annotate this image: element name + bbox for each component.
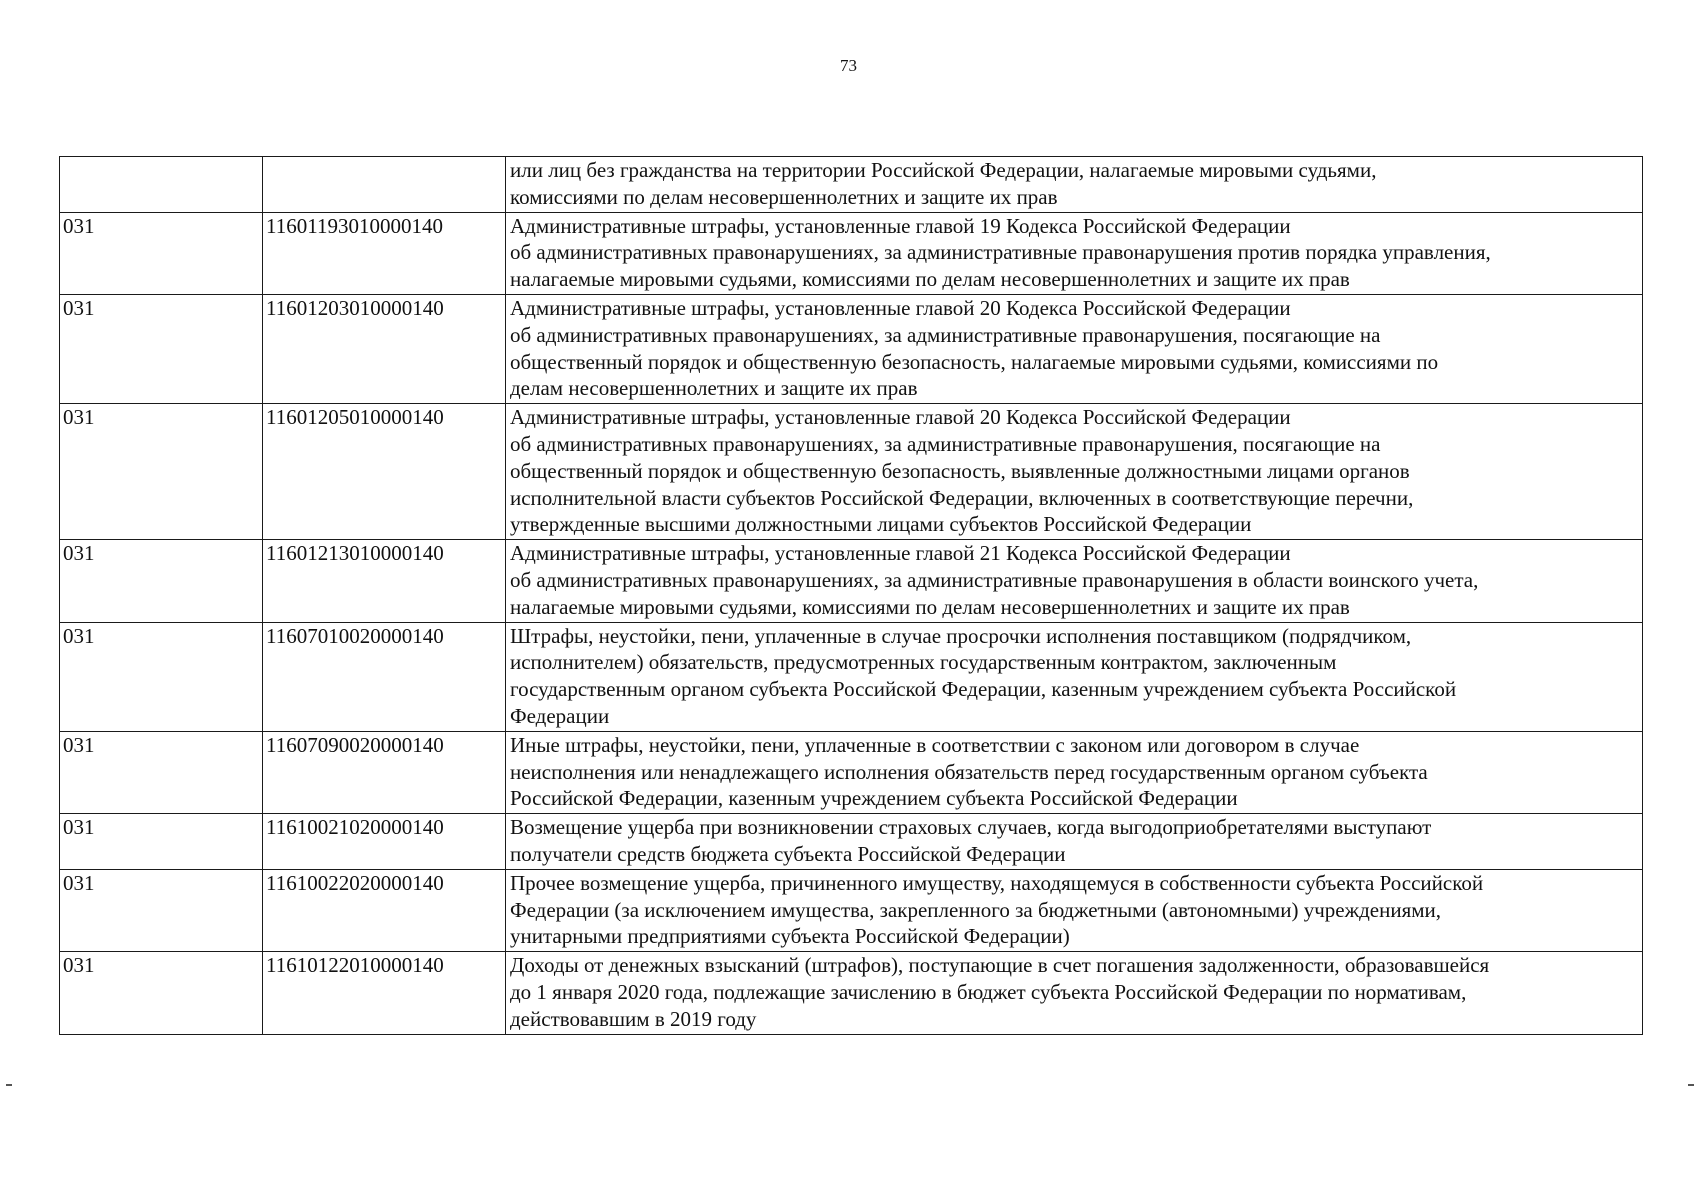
table-body — [60, 157, 1643, 1035]
budget-classification-code-cell: 11610021020000140 — [263, 814, 506, 870]
budget-classification-code-cell: 11607010020000140 — [263, 622, 506, 731]
description-line: Административные штрафы, установленные главой 21 Кодекса Российской Федерации — [510, 541, 1291, 566]
description-line: утвержденные высшими должностными лицами субъектов Российской Федерации — [510, 512, 1252, 537]
table-row — [60, 294, 1643, 403]
description-line: делам несовершеннолетних и защите их прав — [510, 376, 918, 401]
admin-code-cell: 031 — [60, 814, 263, 870]
page-number: 73 — [840, 56, 857, 75]
description-line: государственным органом субъекта Российской Федерации, казенным учреждением субъекта Российской — [510, 677, 1457, 702]
description-line: об административных правонарушениях, за административные правонарушения против порядка управления, — [510, 240, 1491, 265]
table-row — [60, 731, 1643, 813]
description-line: или лиц без гражданства на территории Российской Федерации, налагаемые мировыми судьями, — [510, 158, 1377, 182]
description-line: до 1 января 2020 года, подлежащие зачислению в бюджет субъекта Российской Федерации по нормативам, — [510, 979, 1467, 1004]
admin-code-cell: 031 — [60, 952, 263, 1034]
income-description-cell — [506, 814, 1643, 870]
admin-code-cell: 031 — [60, 540, 263, 622]
admin-code-cell: 031 — [60, 404, 263, 540]
table-row — [60, 814, 1643, 870]
income-description-cell — [506, 952, 1643, 1034]
budget-classification-code-cell: 11601203010000140 — [263, 294, 506, 403]
description-line: унитарными предприятиями субъекта Российской Федерации) — [510, 924, 1070, 949]
description-line: Иные штрафы, неустойки, пени, уплаченные в соответствии с законом или договором в случае — [510, 732, 1360, 757]
description-line: получатели средств бюджета субъекта Российской Федерации — [510, 841, 1066, 866]
description-line: Доходы от денежных взысканий (штрафов), поступающие в счет погашения задолженности, образовавшейся — [510, 953, 1490, 978]
description-line: Российской Федерации, казенным учреждением субъекта Российской Федерации — [510, 786, 1238, 811]
admin-code-cell — [60, 157, 263, 213]
income-description-cell — [506, 869, 1643, 951]
budget-code-table — [59, 156, 1643, 1035]
budget-classification-code-cell: 11610022020000140 — [263, 869, 506, 951]
admin-code-cell: 031 — [60, 622, 263, 731]
description-line: действовавшим в 2019 году — [510, 1006, 757, 1031]
admin-code-cell: 031 — [60, 212, 263, 294]
scan-edge-mark-right — [1688, 1084, 1694, 1086]
description-line: Возмещение ущерба при возникновении страховых случаев, когда выгодоприобретателями выступают — [510, 815, 1432, 840]
budget-classification-code-cell — [263, 157, 506, 213]
description-line: исполнительной власти субъектов Российской Федерации, включенных в соответствующие перечни, — [510, 485, 1414, 510]
description-line: Административные штрафы, установленные главой 19 Кодекса Российской Федерации — [510, 213, 1291, 238]
income-description-cell — [506, 294, 1643, 403]
description-line: Федерации (за исключением имущества, закрепленного за бюджетными (автономными) учреждениями, — [510, 897, 1442, 922]
table-row — [60, 157, 1643, 213]
table-row — [60, 540, 1643, 622]
budget-classification-code-cell: 11601193010000140 — [263, 212, 506, 294]
description-line: об административных правонарушениях, за административные правонарушения, посягающие на — [510, 322, 1381, 347]
description-line: Федерации — [510, 703, 610, 728]
table-row — [60, 952, 1643, 1034]
description-line: Штрафы, неустойки, пени, уплаченные в случае просрочки исполнения поставщиком (подрядчиком, — [510, 623, 1412, 648]
table-row — [60, 622, 1643, 731]
admin-code-cell: 031 — [60, 294, 263, 403]
description-line: комиссиями по делам несовершеннолетних и защите их прав — [510, 184, 1058, 209]
budget-classification-code-cell: 11610122010000140 — [263, 952, 506, 1034]
income-description-cell — [506, 404, 1643, 540]
admin-code-cell: 031 — [60, 869, 263, 951]
description-line: налагаемые мировыми судьями, комиссиями по делам несовершеннолетних и защите их прав — [510, 267, 1350, 292]
description-line: Административные штрафы, установленные главой 20 Кодекса Российской Федерации — [510, 295, 1291, 320]
budget-classification-code-cell: 11601213010000140 — [263, 540, 506, 622]
income-description-cell — [506, 622, 1643, 731]
table-row — [60, 869, 1643, 951]
description-line: исполнителем) обязательств, предусмотренных государственным контрактом, заключенным — [510, 650, 1337, 675]
description-line: Административные штрафы, установленные главой 20 Кодекса Российской Федерации — [510, 405, 1291, 430]
income-description-cell — [506, 212, 1643, 294]
description-line: об административных правонарушениях, за административные правонарушения в области воинского учета, — [510, 567, 1479, 592]
description-line: общественный порядок и общественную безопасность, выявленные должностными лицами органов — [510, 458, 1410, 483]
budget-classification-code-cell: 11607090020000140 — [263, 731, 506, 813]
description-line: общественный порядок и общественную безопасность, налагаемые мировыми судьями, комиссиями по — [510, 349, 1439, 374]
table-row — [60, 212, 1643, 294]
income-description-cell — [506, 731, 1643, 813]
description-line: неисполнения или ненадлежащего исполнения обязательств перед государственным органом субъекта — [510, 759, 1428, 784]
scan-edge-mark-left — [6, 1084, 12, 1086]
income-description-cell — [506, 157, 1643, 213]
description-line: об административных правонарушениях, за административные правонарушения, посягающие на — [510, 431, 1381, 456]
budget-classification-code-cell: 11601205010000140 — [263, 404, 506, 540]
income-description-cell — [506, 540, 1643, 622]
description-line: Прочее возмещение ущерба, причиненного имуществу, находящемуся в собственности субъекта Российской — [510, 870, 1484, 895]
admin-code-cell: 031 — [60, 731, 263, 813]
description-line: налагаемые мировыми судьями, комиссиями по делам несовершеннолетних и защите их прав — [510, 594, 1350, 619]
table-row — [60, 404, 1643, 540]
